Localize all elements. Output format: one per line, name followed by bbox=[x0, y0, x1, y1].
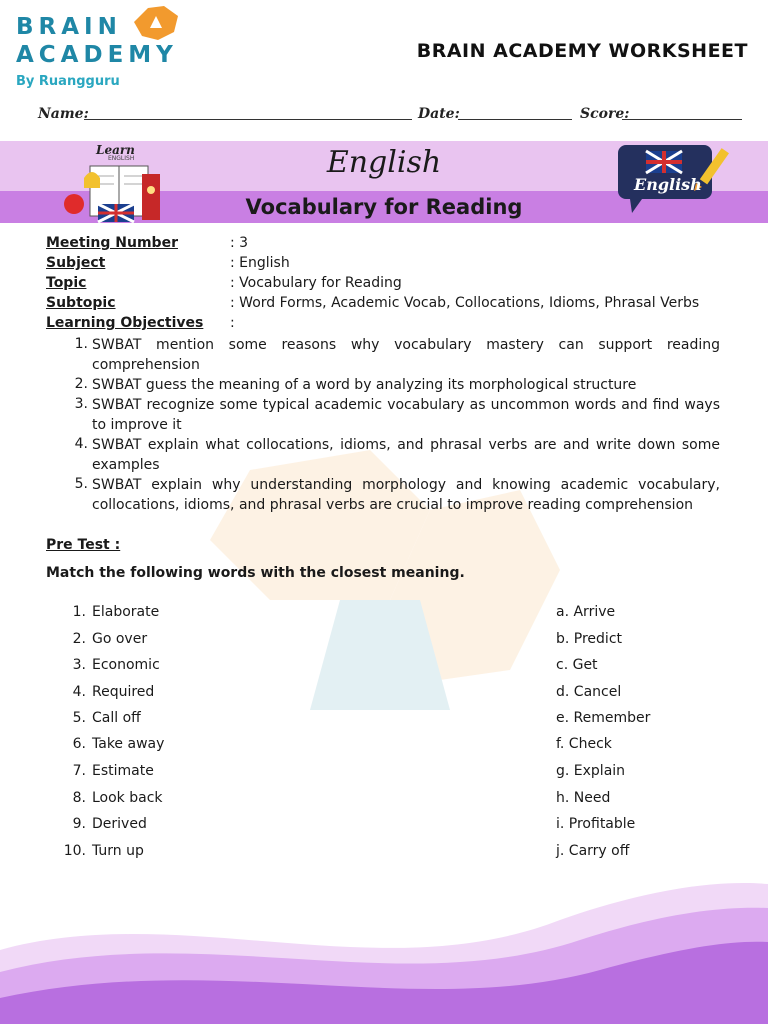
meeting-number-value: : 3 bbox=[230, 235, 249, 251]
match-word: Turn up bbox=[92, 843, 144, 859]
bottom-wave-decoration bbox=[0, 880, 768, 1024]
logo-by-text: By Ruangguru bbox=[16, 74, 120, 89]
match-word-number: 10. bbox=[63, 843, 86, 859]
objective-number: 5. bbox=[74, 476, 88, 492]
objectives-label: Learning Objectives bbox=[46, 315, 204, 331]
match-word-number: 6. bbox=[72, 736, 86, 752]
match-word: Required bbox=[92, 684, 155, 700]
objective-number: 4. bbox=[74, 436, 88, 452]
objective-number: 2. bbox=[74, 376, 88, 392]
match-word: Look back bbox=[92, 790, 163, 806]
objective-text: SWBAT explain why understanding morphology and knowing academic vocabulary, collocations, idioms, and phrasal verbs are crucial to improve reading comprehension bbox=[92, 477, 720, 513]
match-meaning: i. Profitable bbox=[556, 816, 636, 832]
subject-value: : English bbox=[230, 255, 290, 271]
objective-number: 1. bbox=[74, 336, 88, 352]
match-word-number: 1. bbox=[72, 604, 86, 620]
name-field[interactable] bbox=[84, 119, 412, 120]
badge-label: English bbox=[634, 175, 702, 194]
match-word-number: 8. bbox=[72, 790, 86, 806]
date-label: Date: bbox=[418, 106, 460, 122]
pretest-label: Pre Test : bbox=[46, 537, 121, 553]
subject-label: Subject bbox=[46, 255, 106, 271]
learn-sub-label: ENGLISH bbox=[108, 155, 135, 162]
objectives-colon: : bbox=[230, 315, 235, 331]
date-field[interactable] bbox=[458, 119, 572, 120]
objective-text: SWBAT recognize some typical academic vocabulary as uncommon words and find ways to improve it bbox=[92, 397, 720, 433]
match-word: Elaborate bbox=[92, 604, 160, 620]
match-meaning: a. Arrive bbox=[556, 604, 616, 620]
match-word-number: 5. bbox=[72, 710, 86, 726]
objective-text: SWBAT guess the meaning of a word by analyzing its morphological structure bbox=[92, 377, 637, 393]
topic-label: Topic bbox=[46, 275, 87, 291]
match-word: Go over bbox=[92, 631, 148, 647]
match-meaning: b. Predict bbox=[556, 631, 623, 647]
match-meaning: g. Explain bbox=[556, 763, 626, 779]
logo-text-academy: ACADEMY bbox=[16, 42, 178, 68]
match-meaning: d. Cancel bbox=[556, 684, 622, 700]
match-word: Derived bbox=[92, 816, 147, 832]
objective-text: SWBAT mention some reasons why vocabulary mastery can support reading comprehension bbox=[92, 337, 720, 373]
logo-text-brain: BRAIN bbox=[16, 14, 122, 40]
match-word-number: 2. bbox=[72, 631, 86, 647]
match-meaning: h. Need bbox=[556, 790, 611, 806]
score-field[interactable] bbox=[622, 119, 742, 120]
match-word-number: 4. bbox=[72, 684, 86, 700]
objective-number: 3. bbox=[74, 396, 88, 412]
match-meaning: j. Carry off bbox=[556, 843, 630, 859]
meeting-number-label: Meeting Number bbox=[46, 235, 178, 251]
worksheet-title: BRAIN ACADEMY WORKSHEET bbox=[416, 40, 748, 62]
match-word: Take away bbox=[92, 736, 165, 752]
score-label: Score: bbox=[580, 106, 630, 122]
objective-text: SWBAT explain what collocations, idioms, and phrasal verbs are and write down some examples bbox=[92, 437, 720, 473]
topic-value: : Vocabulary for Reading bbox=[230, 275, 402, 291]
subtopic-value: : Word Forms, Academic Vocab, Collocations, Idioms, Phrasal Verbs bbox=[230, 295, 700, 311]
match-meaning: c. Get bbox=[556, 657, 598, 673]
pretest-instruction: Match the following words with the closest meaning. bbox=[46, 565, 465, 581]
match-meaning: e. Remember bbox=[556, 710, 651, 726]
match-word: Economic bbox=[92, 657, 160, 673]
banner-title: English bbox=[326, 145, 442, 180]
brain-logo-icon bbox=[128, 4, 182, 44]
match-word-number: 9. bbox=[72, 816, 86, 832]
match-meaning: f. Check bbox=[556, 736, 612, 752]
match-word: Estimate bbox=[92, 763, 154, 779]
match-word-number: 3. bbox=[72, 657, 86, 673]
match-word-number: 7. bbox=[72, 763, 86, 779]
learn-label: Learn bbox=[96, 143, 135, 157]
name-label: Name: bbox=[38, 106, 89, 122]
subtopic-label: Subtopic bbox=[46, 295, 116, 311]
banner-subtitle: Vocabulary for Reading bbox=[245, 195, 523, 219]
match-word: Call off bbox=[92, 710, 141, 726]
